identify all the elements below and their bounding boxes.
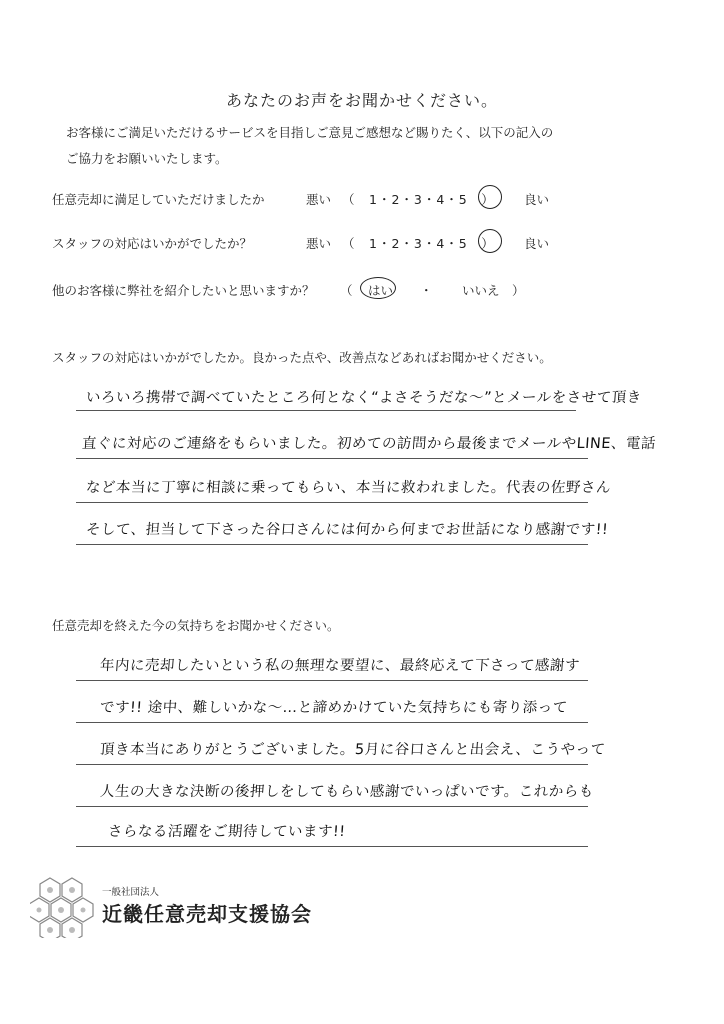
- section2-prompt: 任意売却を終えた今の気持ちをお聞かせください。: [52, 618, 340, 633]
- section1-line: 直ぐに対応のご連絡をもらいました。初めての訪問から最後までメールやLINE、電話: [81, 436, 657, 452]
- answer-rule: [76, 722, 588, 723]
- org-name: 近畿任意売却支援協会: [102, 902, 312, 926]
- answer-rule: [76, 680, 588, 681]
- rating-selected-mark: [478, 185, 502, 209]
- rating-low-label: 悪い: [306, 236, 332, 251]
- section2-line: 頂き本当にありがとうございました。5月に谷口さんと出会え、こうやって: [99, 742, 607, 758]
- section1-line: いろいろ携帯で調べていたところ何となく“よさそうだな～”とメールをさせて頂き: [85, 390, 643, 406]
- rating-question-satisfaction: 任意売却に満足していただけましたか: [52, 192, 265, 207]
- answer-rule: [76, 764, 588, 765]
- answer-rule: [76, 502, 588, 503]
- section2-line: 年内に売却したいという私の無理な要望に、最終応えて下さって感謝す: [99, 658, 581, 674]
- answer-rule: [76, 410, 576, 411]
- rating-scale: （ 1・2・3・4・5 ）: [342, 236, 495, 251]
- rating-question-staff: スタッフの対応はいかがでしたか？: [52, 236, 253, 251]
- rating-scale: （ 1・2・3・4・5 ）: [342, 192, 495, 207]
- rating-high-label: 良い: [524, 236, 550, 251]
- section1-line: そして、担当して下さった谷口さんには何から何までお世話になり感謝です!!: [85, 522, 609, 538]
- referral-yes: はい: [368, 283, 394, 298]
- referral-open-paren: （: [340, 283, 353, 298]
- intro-text: [66, 120, 666, 172]
- association-logo-icon: [30, 874, 94, 938]
- intro-line-2: ご協力をお願いいたします。: [66, 151, 228, 166]
- answer-rule: [76, 806, 588, 807]
- referral-question: 他のお客様に弊社を紹介したいと思いますか？: [52, 283, 315, 298]
- section1-line: など本当に丁寧に相談に乗ってもらい、本当に救われました。代表の佐野さん: [85, 480, 612, 496]
- org-type: 一般社団法人: [102, 887, 160, 898]
- answer-rule: [76, 846, 588, 847]
- rating-selected-mark: [478, 229, 502, 253]
- answer-rule: [76, 544, 588, 545]
- rating-high-label: 良い: [524, 192, 550, 207]
- section2-line: です!! 途中、難しいかな～…と諦めかけていた気持ちにも寄り添って: [99, 700, 569, 716]
- referral-selected-mark: [360, 277, 396, 299]
- section2-line: さらなる活躍をご期待しています!!: [107, 824, 347, 840]
- referral-no: いいえ: [462, 283, 500, 298]
- answer-rule: [76, 458, 588, 459]
- section2-line: 人生の大きな決断の後押しをしてもらい感謝でいっぱいです。これからも: [99, 784, 595, 800]
- intro-line-1: お客様にご満足いただけるサービスを目指しご意見ご感想など賜りたく、以下の記入の: [66, 125, 554, 140]
- section1-prompt: スタッフの対応はいかがでしたか。良かった点や、改善点などあればお聞かせください。: [52, 350, 552, 365]
- referral-separator: ・: [420, 283, 433, 298]
- page-title: あなたのお声をお聞かせください。: [225, 91, 498, 110]
- rating-low-label: 悪い: [306, 192, 332, 207]
- referral-close-paren: ）: [512, 283, 525, 298]
